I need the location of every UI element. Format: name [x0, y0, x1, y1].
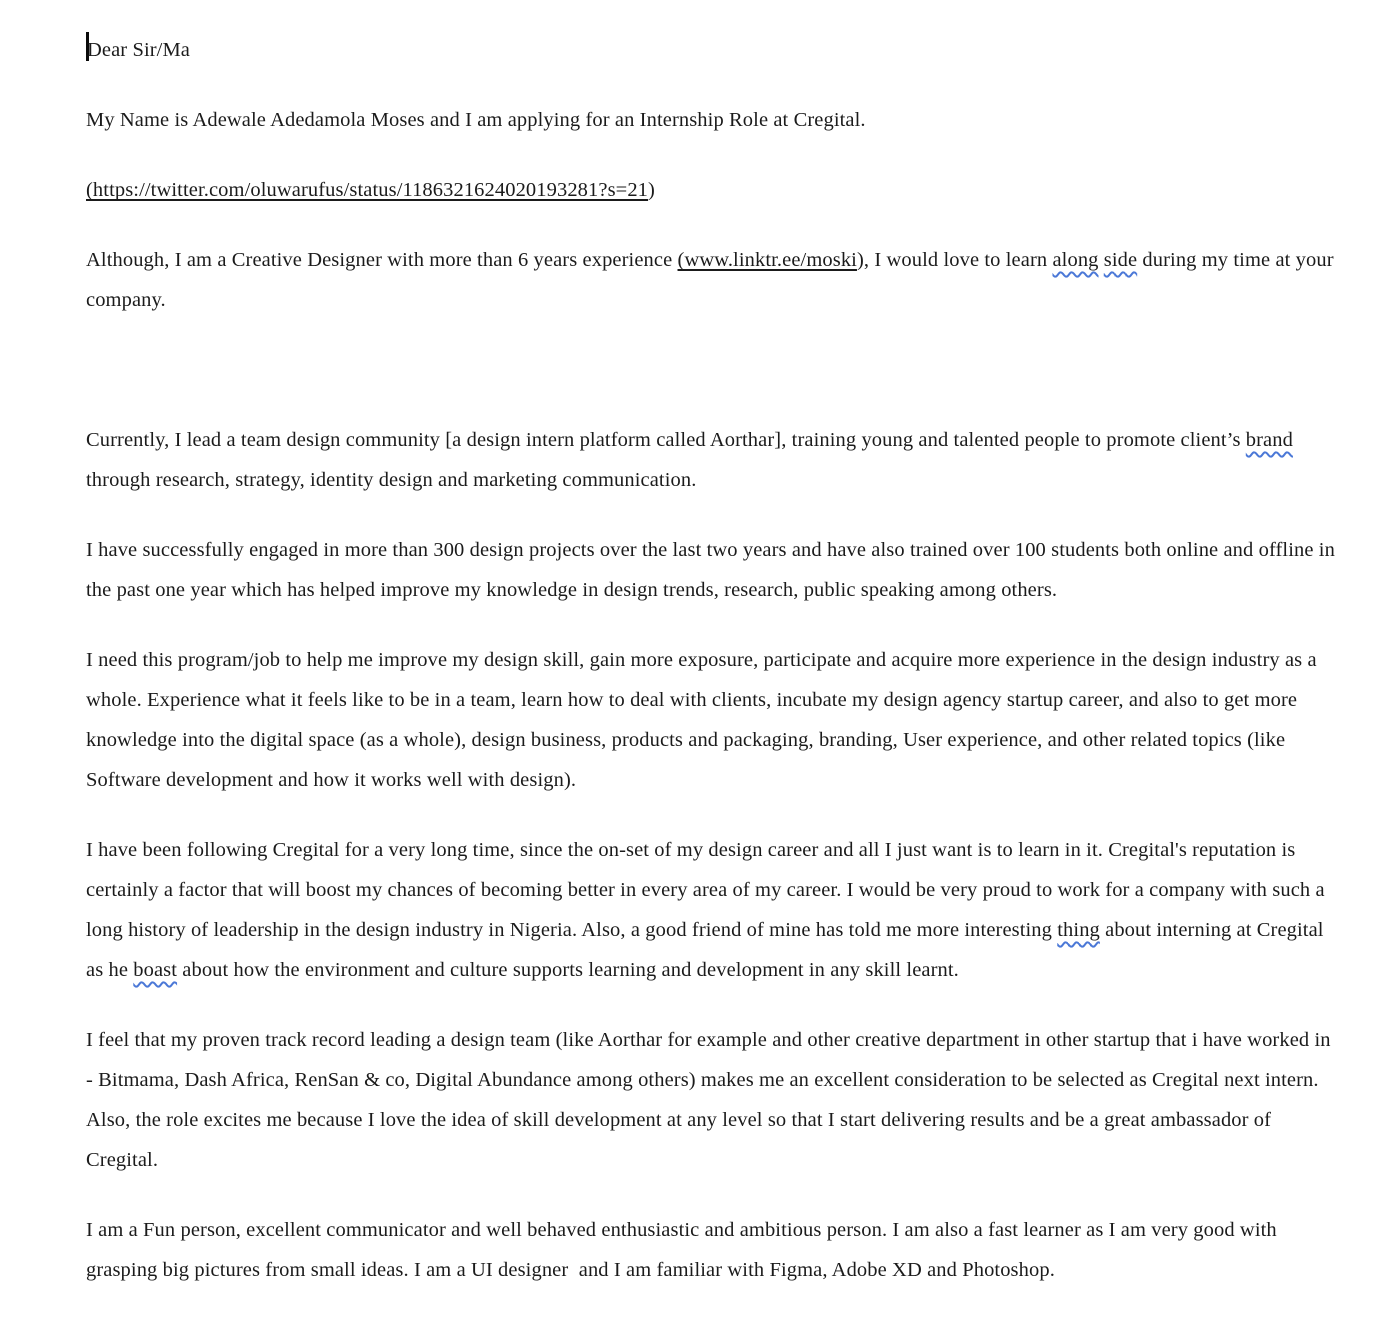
document-body[interactable]: [86, 30, 1341, 1290]
text-run: I need this program/job to help me improve my design skill, gain more exposure, participate and acquire more experience in the design industry as a whole. Experience what it feels like to be in a team, learn how to deal with clients, incubate my design agency startup career, and also to get more knowledge into the digital space (as a whole), design business, products and packaging, branding, User experience, and other related topics (like Software development and how it works well with design).: [86, 649, 1322, 791]
text-run: Currently, I lead a team design community [a design intern platform called Aorthar], training young and talented people to promote client’s: [86, 429, 1246, 451]
paragraph-following-cregital[interactable]: [86, 830, 1338, 990]
text-run: I have been following Cregital for a very long time, since the on-set of my design career and all I just want is to learn in it. Cregital's reputation is certainly a factor that will boost my chances of becoming better in every area of my career. I would be very proud to work for a company with such a long history of leadership in the design industry in Nigeria. Also, a good friend of mine has told me more interesting: [86, 839, 1330, 941]
text-run: through research, strategy, identity design and marketing communication.: [86, 429, 1299, 491]
paragraph-intro[interactable]: [86, 100, 1338, 140]
text-run: ): [648, 179, 655, 201]
hyperlink[interactable]: (www.linktr.ee/moski: [677, 249, 857, 271]
text-run: about how the environment and culture supports learning and development in any skill learnt.: [177, 959, 959, 981]
paragraph-salutation[interactable]: [86, 30, 1338, 70]
paragraph-motivation[interactable]: [86, 640, 1338, 800]
document-editor[interactable]: [86, 0, 1341, 1290]
paragraph-projects[interactable]: [86, 530, 1341, 610]
misspelled-word: thing: [1057, 919, 1100, 941]
paragraph-experience[interactable]: [86, 240, 1338, 320]
paragraph-twitter-link[interactable]: [86, 170, 1338, 210]
misspelled-word: boast: [133, 959, 178, 981]
text-run: My Name is Adewale Adedamola Moses and I am applying for an Internship Role at Cregital.: [86, 109, 866, 131]
text-run: I feel that my proven track record leading a design team (like Aorthar for example and other creative department in other startup that i have worked in - Bitmama, Dash Africa, RenSan & co, Digital Abundance among others) makes me an excellent consideration to be selected as Cregital next intern. Also, the role excites me because I love the idea of skill development at any level so that I start delivering results and be a great ambassador of Cregital.: [86, 1029, 1336, 1171]
text-run: ), I would love to learn: [856, 249, 1053, 271]
text-run: during my time at your company.: [86, 249, 1339, 311]
text-run: Dear Sir/Ma: [87, 39, 190, 61]
hyperlink[interactable]: (https://twitter.com/oluwarufus/status/1186321624020193281?s=21: [86, 179, 649, 201]
text-run: I have successfully engaged in more than 300 design projects over the last two years and have also trained over 100 students both online and offline in the past one year which has helped improve my knowledge in design trends, research, public speaking among others.: [86, 539, 1341, 601]
misspelled-word: along: [1052, 249, 1099, 271]
text-run: about interning at Cregital as he: [86, 919, 1329, 981]
paragraph-track-record[interactable]: [86, 1020, 1338, 1180]
misspelled-word: brand: [1245, 429, 1293, 451]
misspelled-word: side: [1103, 249, 1138, 271]
paragraph-spacer[interactable]: [86, 350, 1338, 390]
text-run: Although, I am a Creative Designer with more than 6 years experience: [86, 249, 678, 271]
text-run: I am a Fun person, excellent communicator and well behaved enthusiastic and ambitious person. I am also a fast learner as I am very good with grasping big pictures from small ideas. I am a UI designer and I am familiar with Figma, Adobe XD and Photoshop.: [86, 1219, 1283, 1281]
paragraph-current-role[interactable]: [86, 420, 1338, 500]
paragraph-personality[interactable]: [86, 1210, 1338, 1290]
